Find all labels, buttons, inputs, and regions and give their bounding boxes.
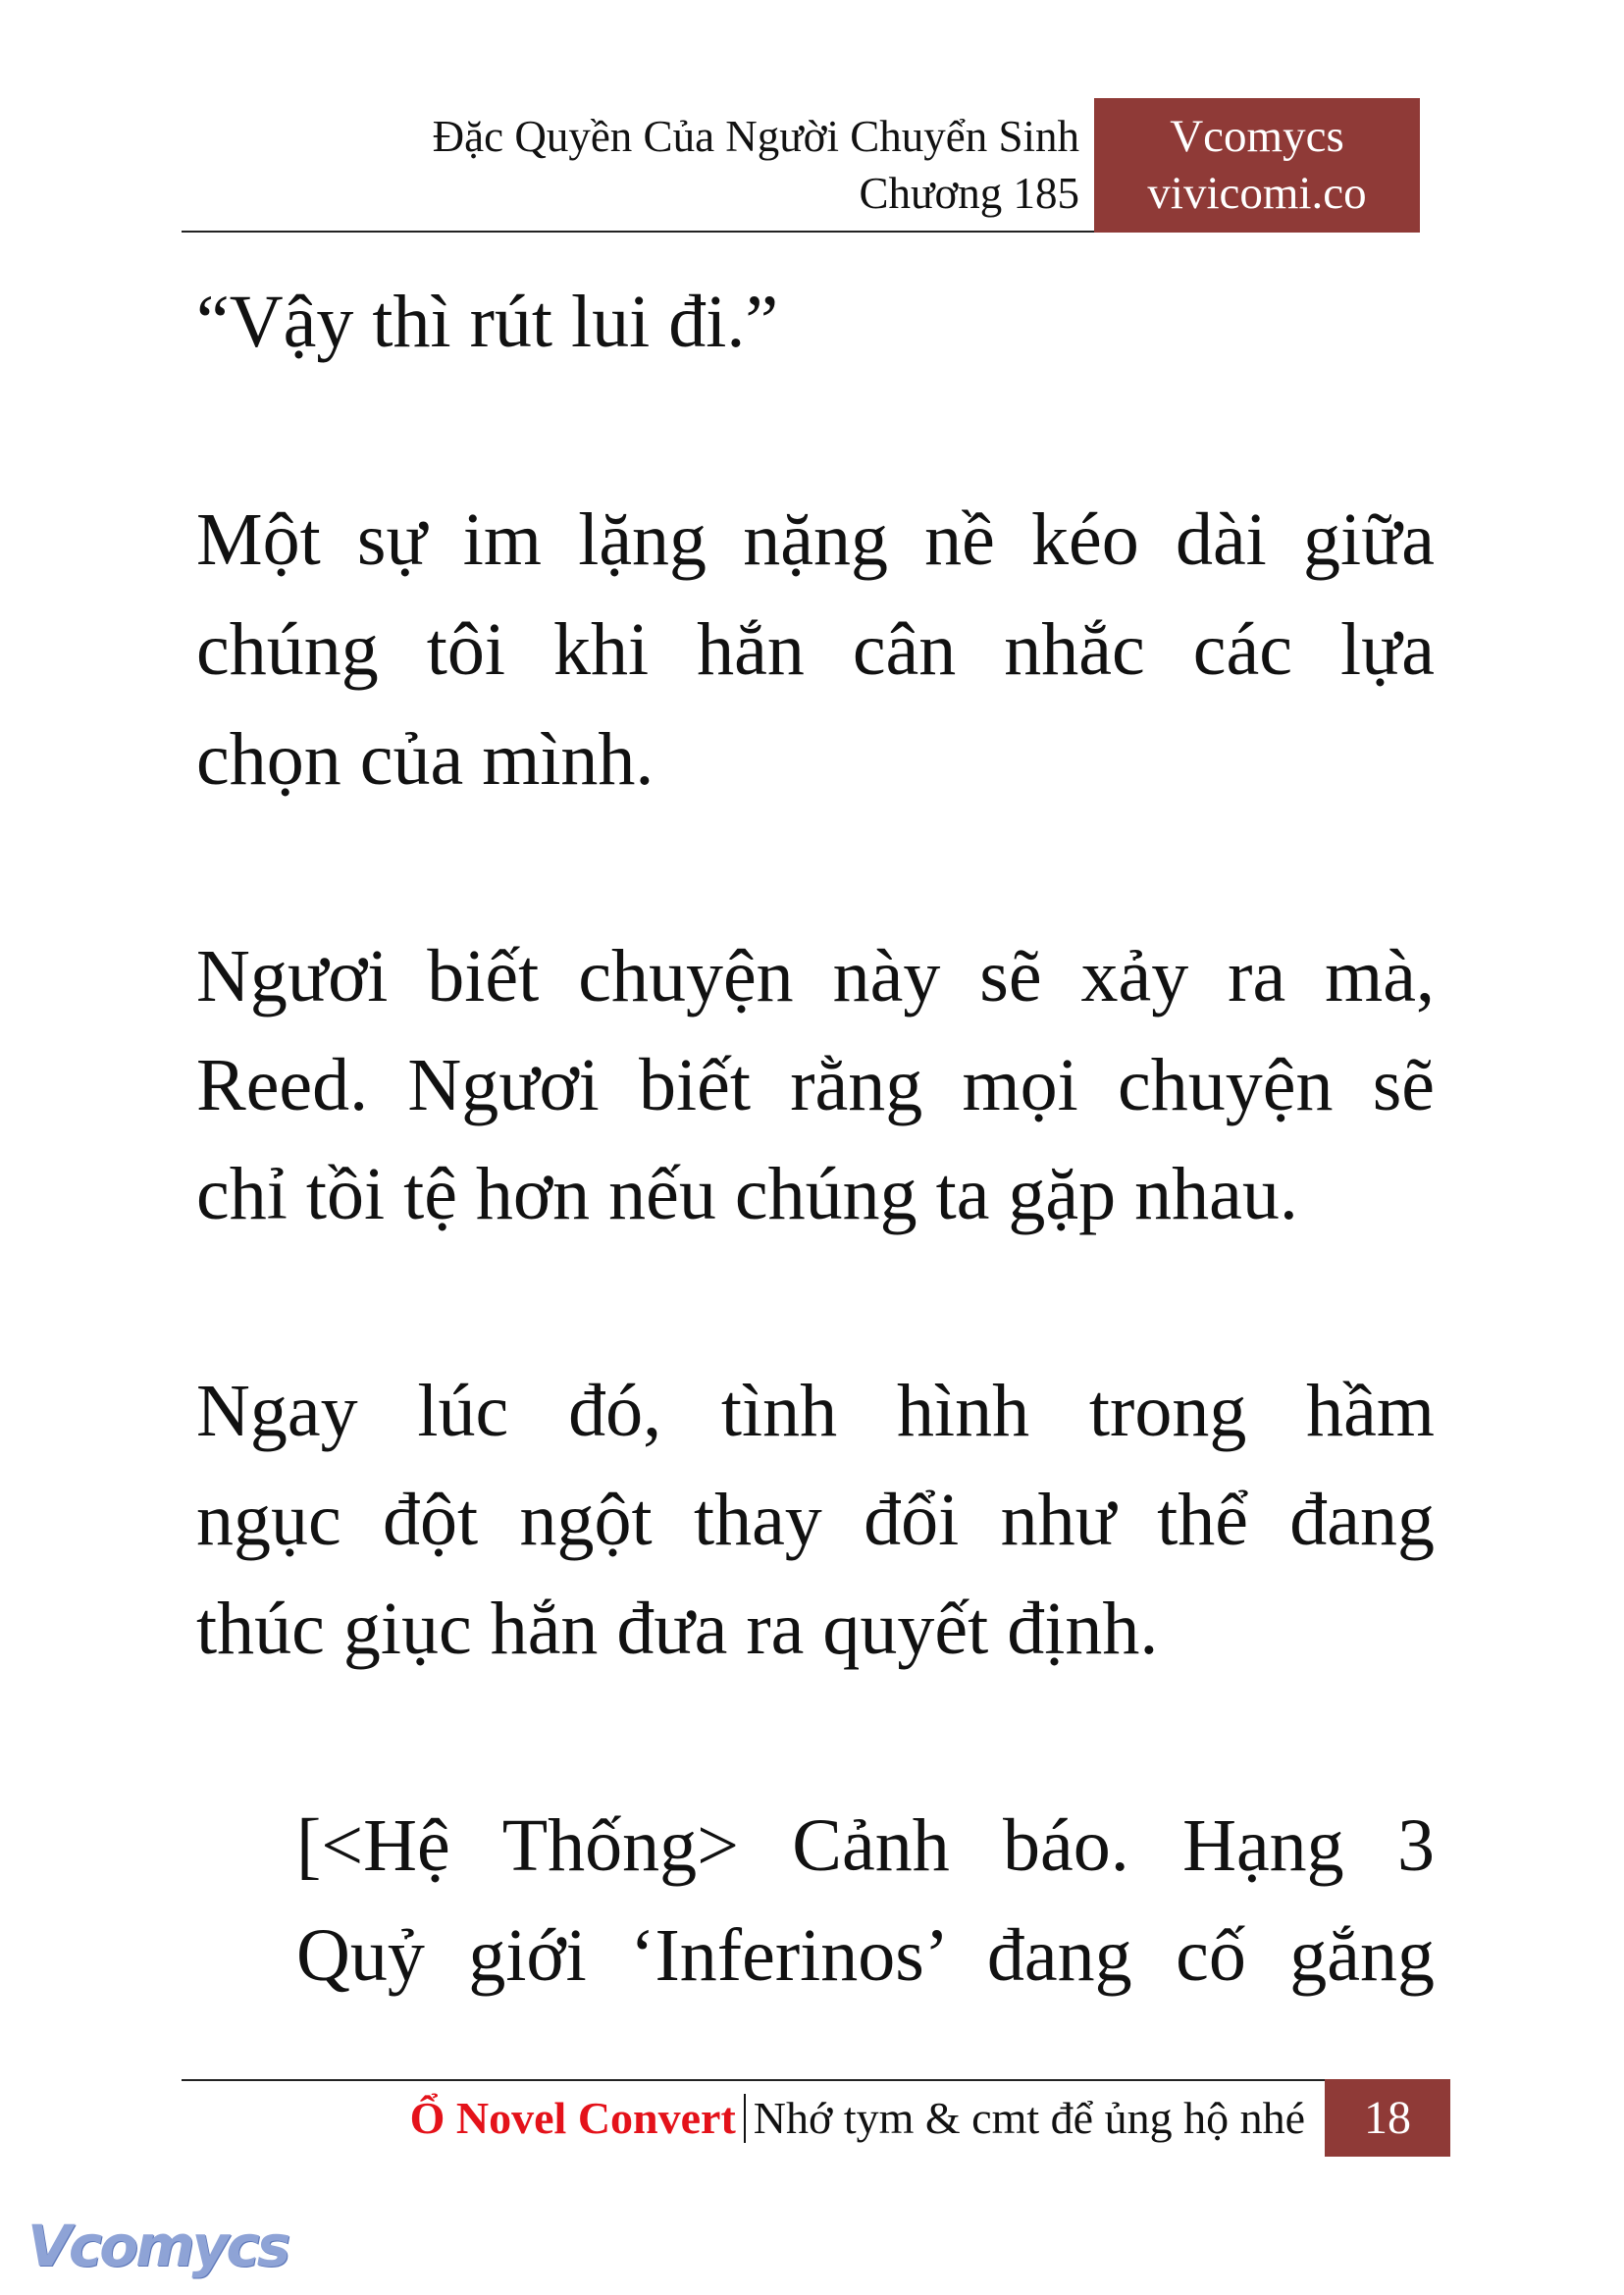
text-line: chúng tôi khi hắn cân nhắc các lựa xyxy=(196,608,1435,691)
vcomycs-logo: Vcomycs xyxy=(27,2213,288,2279)
text-line: Reed. Ngươi biết rằng mọi chuyện sẽ xyxy=(196,1044,1435,1126)
site-name: Vcomycs xyxy=(1170,111,1344,162)
site-badge xyxy=(1094,98,1420,233)
text-line: “Vậy thì rút lui đi.” xyxy=(196,281,779,363)
text-line: Một sự im lặng nặng nề kéo dài giữa xyxy=(196,498,1435,581)
header-title-block xyxy=(433,108,1079,222)
footer-brand: Ổ Novel Convert xyxy=(409,2093,736,2143)
text-line: ngục đột ngột thay đổi như thể đang xyxy=(196,1479,1435,1561)
header-divider xyxy=(182,231,1094,233)
footer-message: Nhớ tym & cmt để ủng hộ nhé xyxy=(753,2093,1305,2143)
text-line: Ngươi biết chuyện này sẽ xảy ra mà, xyxy=(196,935,1435,1017)
system-message-line: [<Hệ Thống> Cảnh báo. Hạng 3 xyxy=(296,1804,1435,1887)
text-line: chọn của mình. xyxy=(196,718,655,801)
chapter-label: Chương 185 xyxy=(859,169,1079,218)
system-message-line: Quỷ giới ‘Inferinos’ đang cố gắng xyxy=(296,1914,1435,1997)
footer-divider xyxy=(182,2079,1325,2081)
text-line: thúc giục hắn đưa ra quyết định. xyxy=(196,1588,1159,1670)
footer-separator xyxy=(744,2094,746,2143)
page-number: 18 xyxy=(1325,2079,1450,2157)
book-title: Đặc Quyền Của Người Chuyển Sinh xyxy=(432,112,1079,161)
text-line: chỉ tồi tệ hơn nếu chúng ta gặp nhau. xyxy=(196,1153,1298,1235)
text-line: Ngay lúc đó, tình hình trong hầm xyxy=(196,1370,1435,1452)
footer-text xyxy=(410,2090,1305,2147)
site-url: vivicomi.co xyxy=(1147,168,1367,219)
